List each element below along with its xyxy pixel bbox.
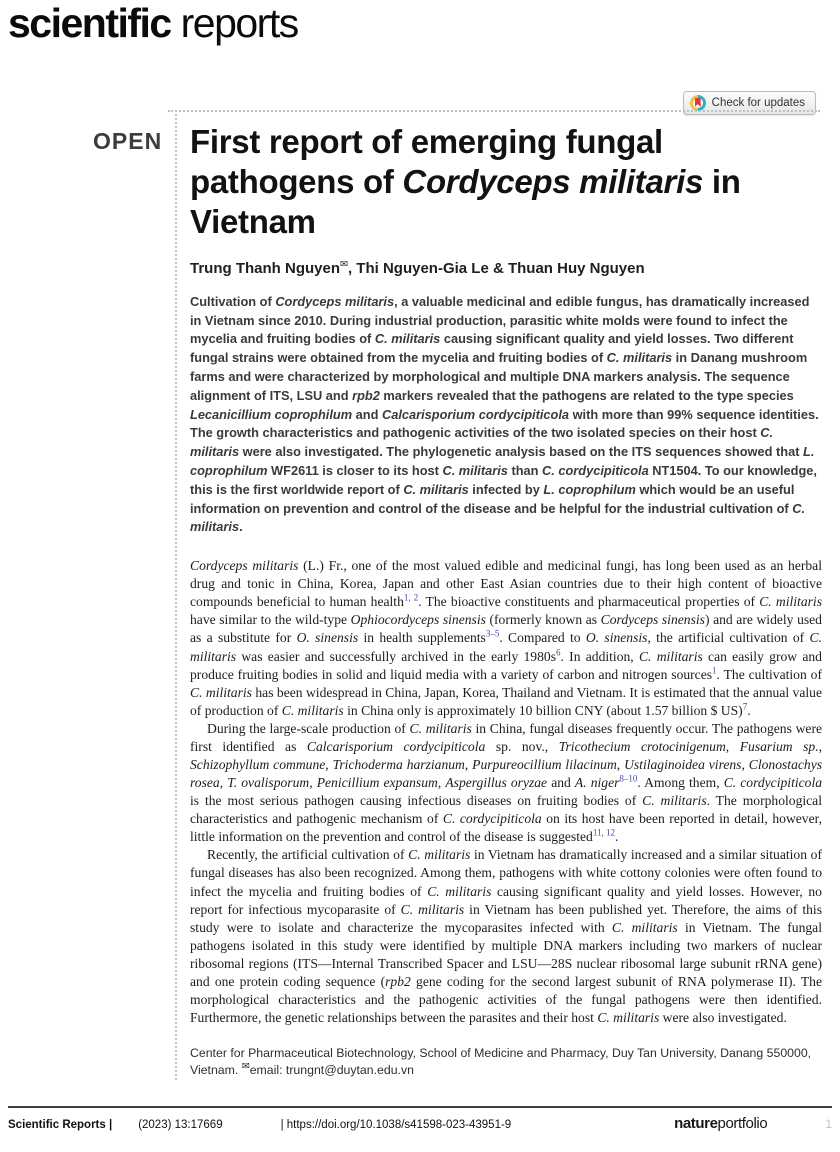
body-paragraph-2: During the large-scale production of C. militaris in China, fungal diseases frequently occur. The pathogens were first identified as Calcarisporium cordycipiticola sp. nov., Tricothecium crotocinigenum, Fusarium sp., Schizophyllum commune, Trichoderma harzianum, Purpureocillium lilacinum, Ustilaginoidea virens, Clonostachys rosea, T. ovalisporum, Penicillium expansum, Aspergillus oryzae and A. niger$^{8-10}$. Among them, C. cordycipiticola is the most serious pathogen causing infectious diseases on fruiting bodies of C. militaris. The morphological characteristics and pathogenic mechanism of C. cordycipiticola on its host have been reported in detail, however, little information on the prevention and control of the disease is suggested$^{11, 12}$. [190,720,823,845]
top-dotted-rule [168,110,820,112]
footer [8,1106,832,1132]
journal-logo-bold: scientific [8,0,171,46]
journal-logo [8,0,298,47]
journal-logo-regular: reports [170,0,298,46]
page-title: First report of emerging fungal pathogens of Cordyceps militaris in Vietnam [190,123,741,240]
email-link[interactable]: trungnt@duytan.edu.vn [285,1063,414,1078]
affiliation-text: Center for Pharmaceutical Biotechnology, School of Medicine and Pharmacy, Duy Tan University, Danang 550000, Vietnam. ✉email: [190,1046,812,1078]
abstract-text: Cultivation of Cordyceps militaris, a valuable medicinal and edible fungus, has dramatically increased in Vietnam since 2010. During industrial production, parasitic white molds were found to infect the mycelia and fruiting bodies of C. militaris causing significant quality and yield losses. Two different fungal strains were obtained from the mycelia and fruiting bodies of C. militaris in Danang mushroom farms and were characterized by morphological and multiple DNA markers analysis. The sequence alignment of ITS, LSU and rpb2 markers revealed that the pathogens are related to the type species Lecanicillium coprophilum and Calcarisporium cordycipiticola with more than 99% sequence identities. The growth characteristics and pathogenic activities of the two isolated species on their host C. militaris were also investigated. The phylogenetic analysis based on the ITS sequences showed that L. coprophilum WF2611 is closer to its host C. militaris than C. cordycipiticola NT1504. To our knowledge, this is the first worldwide report of C. militaris infected by L. coprophilum which would be an useful information on prevention and control of the disease and be helpful for the industrial cultivation of C. militaris. [190,293,819,535]
footer-citation: (2023) 13:17669 [138,1119,223,1131]
affiliation-line [190,1045,822,1079]
nature-portfolio-logo-regular: portfolio [717,1115,768,1132]
doi-link[interactable]: | https://doi.org/10.1038/s41598-023-43951-9 [280,1119,512,1131]
introduction-section [190,557,822,1027]
crossmark-icon [690,95,706,111]
nature-portfolio-logo [674,1115,767,1132]
nature-portfolio-logo-bold: nature [674,1115,718,1132]
check-for-updates-label: Check for updates [711,97,805,109]
body-paragraph-1: Cordyceps militaris (L.) Fr., one of the most valued edible and medicinal fungi, has long been used as an herbal drug and tonic in China, Korea, Japan and other East Asian countries due to their high content of bioactive compounds beneficial to human health$^{1, 2}$. The bioactive constituents and pharmaceutical properties of C. militaris have similar to the wild-type Ophiocordyceps sinensis (formerly known as Cordyceps sinensis) and are widely used as a substitute for O. sinensis in health supplements$^{3-5}$. Compared to O. sinensis, the artificial cultivation of C. militaris was easier and successfully archived in the early 1980s$^6$. In addition, C. militaris can easily grow and produce fruiting bodies in solid and liquid media with a variety of carbon and nitrogen sources$^1$. The cultivation of C. militaris has been widespread in China, Japan, Korea, Thailand and Vietnam. It is estimated that the annual value of production of C. militaris in China only is approximately 10 billion CNY (about 1.57 billion $ US)$^7$. [190,558,822,718]
page-number: 1 [825,1117,832,1131]
body-paragraph-3: Recently, the artificial cultivation of C. militaris in Vietnam has dramatically increased and a similar situation of fungal diseases has also been recognized. Among them, pathogens with white cottony colonies were often found to infect the mycelia and fruiting bodies of C. militaris causing significant quality and yield losses. However, no report for infectious mycoparasite of C. militaris in Vietnam has been published yet. Therefore, the aims of this study were to isolate and characterize the mycoparasites infected with C. militaris in Vietnam. The fungal pathogens isolated in this study were identified by multiple DNA markers including two markers of nuclear ribosomal regions (ITS—Internal Transcribed Spacer and LSU—28S nuclear ribosomal large subunit rRNA gene) and one protein coding sequence (rpb2 gene coding for the second largest subunit of RNA polymerase II). The morphological characteristics and the pathogenic activities of the fungal pathogens were then identified. Furthermore, the genetic relationships between the parasites and their host C. militaris were also investigated. [190,847,822,1026]
footer-journal-name: Scientific Reports | [8,1119,113,1131]
article-column [190,122,822,1080]
open-access-badge: OPEN [93,128,163,154]
author-line: Trung Thanh Nguyen✉, Thi Nguyen-Gia Le & Thuan Huy Nguyen [190,258,645,277]
left-dotted-rule [175,110,177,1080]
